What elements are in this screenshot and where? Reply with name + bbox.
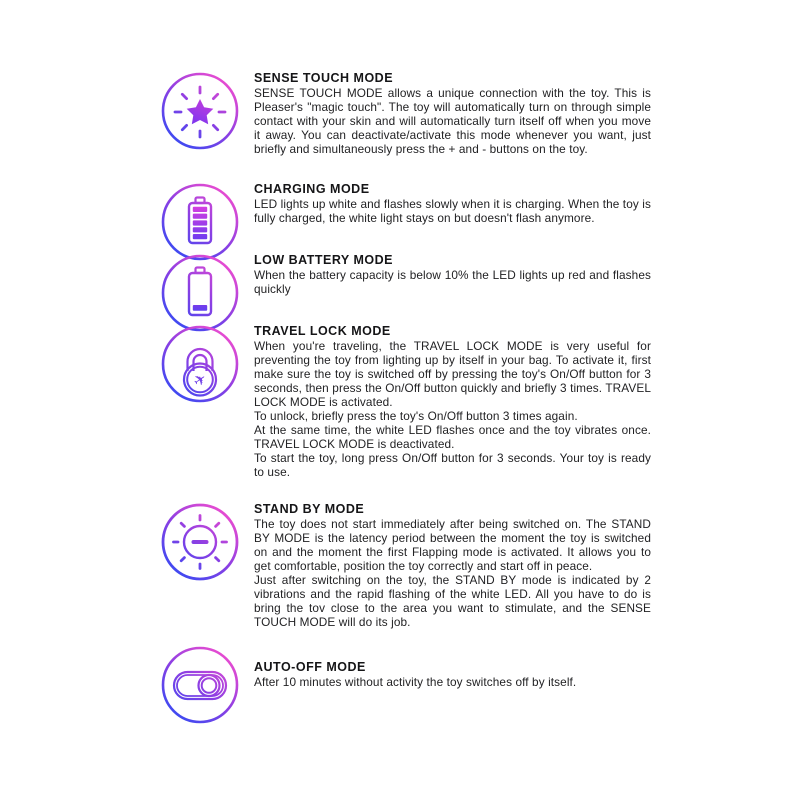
section-paragraph: SENSE TOUCH MODE allows a unique connection with the toy. This is Pleaser's "magic touch". The toy will automatically turn on through simple contact with your skin and will automatically turn itself off when you move it away. You can deactivate/activate this mode whenever you want, just briefly and simultaneously press the + and - buttons on the toy. <box>254 86 651 156</box>
section-paragraph: To start the toy, long press On/Off button for 3 seconds. Your toy is ready to use. <box>254 451 651 479</box>
section-text <box>254 182 651 225</box>
section-title: CHARGING MODE <box>254 182 370 196</box>
section-text <box>254 71 651 156</box>
section-text <box>254 253 651 296</box>
section-sense-touch-mode <box>0 71 800 156</box>
svg-text:✈: ✈ <box>189 369 211 391</box>
section-paragraph: Just after switching on the toy, the STAND BY mode is indicated by 2 vibrations and the rapid flashing of the white LED. All you have to do is bring the tov close to the area you want to stimulate, and the SENSE TOUCH MODE will do its job. <box>254 573 651 629</box>
section-title: AUTO-OFF MODE <box>254 660 366 674</box>
section-title: STAND BY MODE <box>254 502 365 516</box>
section-paragraph: After 10 minutes without activity the toy switches off by itself. <box>254 675 577 689</box>
section-text <box>254 502 651 629</box>
section-paragraph: To unlock, briefly press the toy's On/Off button 3 times again. <box>254 409 578 423</box>
section-paragraph: LED lights up white and flashes slowly when it is charging. When the toy is fully charged, the white light stays on but doesn't flash anymore. <box>254 197 651 225</box>
section-title: SENSE TOUCH MODE <box>254 71 394 85</box>
section-stand-by-mode <box>0 502 800 629</box>
section-paragraph: At the same time, the white LED flashes once and the toy vibrates once. TRAVEL LOCK MODE is deactivated. <box>254 423 651 451</box>
section-travel-lock-mode <box>0 324 800 479</box>
section-title: LOW BATTERY MODE <box>254 253 394 267</box>
section-text <box>254 324 651 479</box>
section-paragraph: When the battery capacity is below 10% the LED lights up red and flashes quickly <box>254 268 651 296</box>
section-charging-mode <box>0 182 800 225</box>
section-title: TRAVEL LOCK MODE <box>254 324 391 338</box>
section-text <box>254 660 651 689</box>
section-paragraph: When you're traveling, the TRAVEL LOCK MODE is very useful for preventing the toy from lighting up by itself in your bag. To activate it, first make sure the toy is switched off by pressing the toy's On/Off button for 3 seconds, then press the On/Off button quickly and briefly 3 times. TRAVEL LOCK MODE is activated. <box>254 339 651 409</box>
section-paragraph: The toy does not start immediately after being switched on. The STAND BY MODE is the latency period between the moment the toy is switched on and the moment the first Flapping mode is activated. It allows you to get comfortable, position the toy correctly and start off in peace. <box>254 517 651 573</box>
section-low-battery-mode <box>0 253 800 296</box>
section-auto-off-mode <box>0 660 800 689</box>
